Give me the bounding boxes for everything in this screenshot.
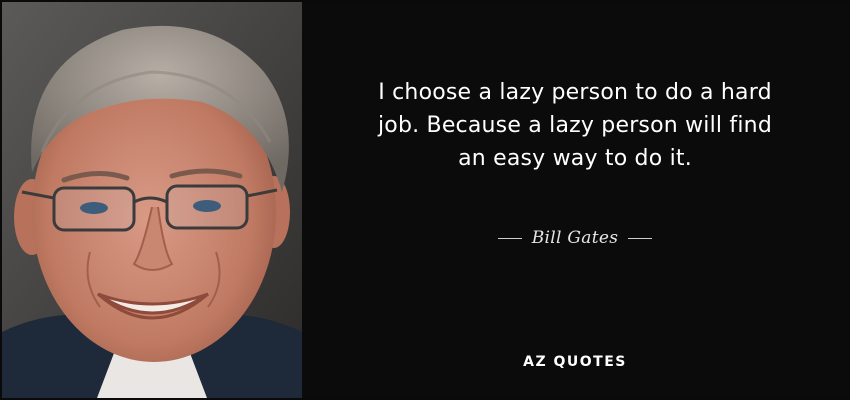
quote-panel [302, 2, 848, 398]
quote-line: job. Because a lazy person will find [378, 113, 772, 138]
portrait-photo [2, 2, 302, 398]
author-name: Bill Gates [531, 228, 619, 248]
quote-text [340, 76, 810, 175]
quote-line: an easy way to do it. [458, 146, 692, 171]
brand-logo: AZ QUOTES [523, 354, 627, 370]
author-divider-right [628, 238, 652, 239]
quote-line: I choose a lazy person to do a hard [378, 80, 772, 105]
author-divider-left [498, 238, 522, 239]
author-attribution [302, 224, 848, 252]
